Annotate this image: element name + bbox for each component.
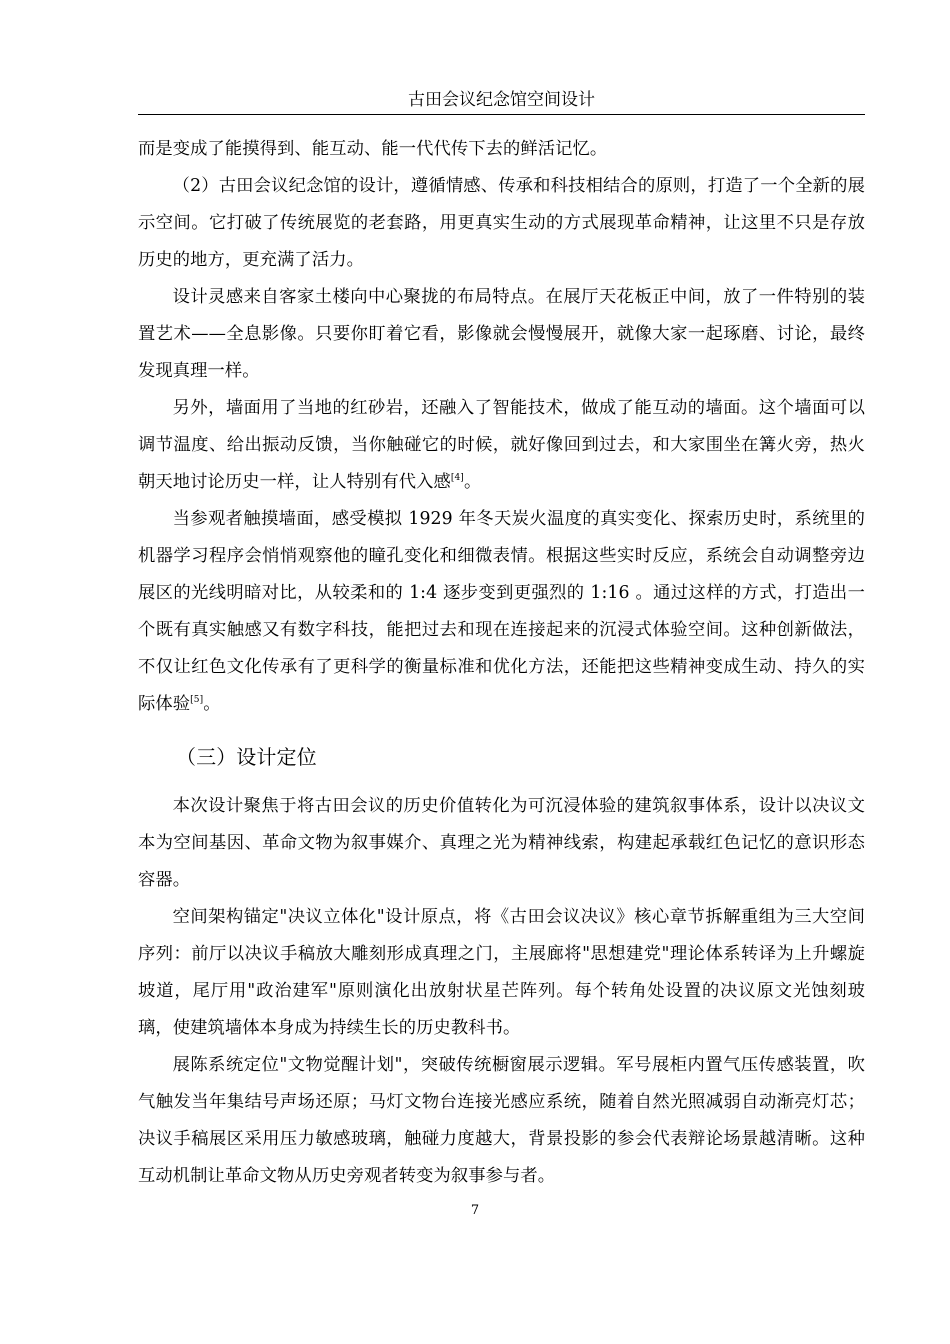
paragraph-exhibition-system: 展陈系统定位"文物觉醒计划"，突破传统橱窗展示逻辑。军号展柜内置气压传感装置，吹气触发当年集结号声场还原；马灯文物台连接光感应系统，随着自然光照减弱自动渐亮灯芯；决议手稿展区采用压力敏感玻璃，触碰力度越大，背景投影的参会代表辩论场景越清晰。这种互动机制让革命文物从历史旁观者转变为叙事参与者。 [138,1055,865,1186]
header-divider [138,114,865,115]
paragraph-continuation: 而是变成了能摸得到、能互动、能一代代传下去的鲜活记忆。 [138,139,608,159]
paragraph-machine-learning [138,501,865,723]
paragraph-end-punct: 。 [203,694,221,714]
page-number: 7 [470,1203,480,1218]
running-header: 古田会议纪念馆空间设计 [408,90,595,110]
citation-ref: [5] [190,695,204,705]
paragraph-spatial-architecture: 空间架构锚定"决议立体化"设计原点，将《古田会议决议》核心章节拆解重组为三大空间序列：前厅以决议手稿放大雕刻形成真理之门，主展廊将"思想建党"理论体系转译为上升螺旋坡道，尾厅用"政治建军"原则演化出放射状星芒阵列。每个转角处设置的决议原文光蚀刻玻璃，使建筑墙体本身成为持续生长的历史教科书。 [138,907,865,1038]
paragraph-text: 另外，墙面用了当地的红砂岩，还融入了智能技术，做成了能互动的墙面。这个墙面可以调节温度、给出振动反馈，当你触碰它的时候，就好像回到过去，和大家围坐在篝火旁，热火朝天地讨论历史一样，让人特别有代入感 [138,398,865,492]
paragraph-design-inspiration: 设计灵感来自客家土楼向中心聚拢的布局特点。在展厅天花板正中间，放了一件特别的装置艺术——全息影像。只要你盯着它看，影像就会慢慢展开，就像大家一起琢磨、讨论，最终发现真理一样。 [138,287,865,381]
section-heading: （三）设计定位 [176,745,317,769]
body-text [138,131,865,1195]
citation-ref: [4] [450,473,464,483]
paragraph-text: 当参观者触摸墙面，感受模拟 1929 年冬天炭火温度的真实变化、探索历史时，系统里的机器学习程序会悄悄观察他的瞳孔变化和细微表情。根据这些实时反应，系统会自动调整旁边展区的光线明暗对比，从较柔和的 1:4 逐步变到更强烈的 1:16 。通过这样的方式，打造出一个既有真实触感又有数字科技，能把过去和现在连接起来的沉浸式体验空间。这种创新做法，不仅让红色文化传承有了更科学的衡量标准和优化方法，还能把这些精神变成生动、持久的实际体验 [138,509,865,714]
paragraph-design-focus: 本次设计聚焦于将古田会议的历史价值转化为可沉浸体验的建筑叙事体系，设计以决议文本为空间基因、革命文物为叙事媒介、真理之光为精神线索，构建起承载红色记忆的意识形态容器。 [138,796,865,890]
paragraph-interactive-wall [138,390,865,501]
paragraph-end-punct: 。 [463,472,482,492]
paragraph-design-principle: （2）古田会议纪念馆的设计，遵循情感、传承和科技相结合的原则，打造了一个全新的展示空间。它打破了传统展览的老套路，用更真实生动的方式展现革命精神，让这里不只是存放历史的地方，更充满了活力。 [138,176,865,270]
